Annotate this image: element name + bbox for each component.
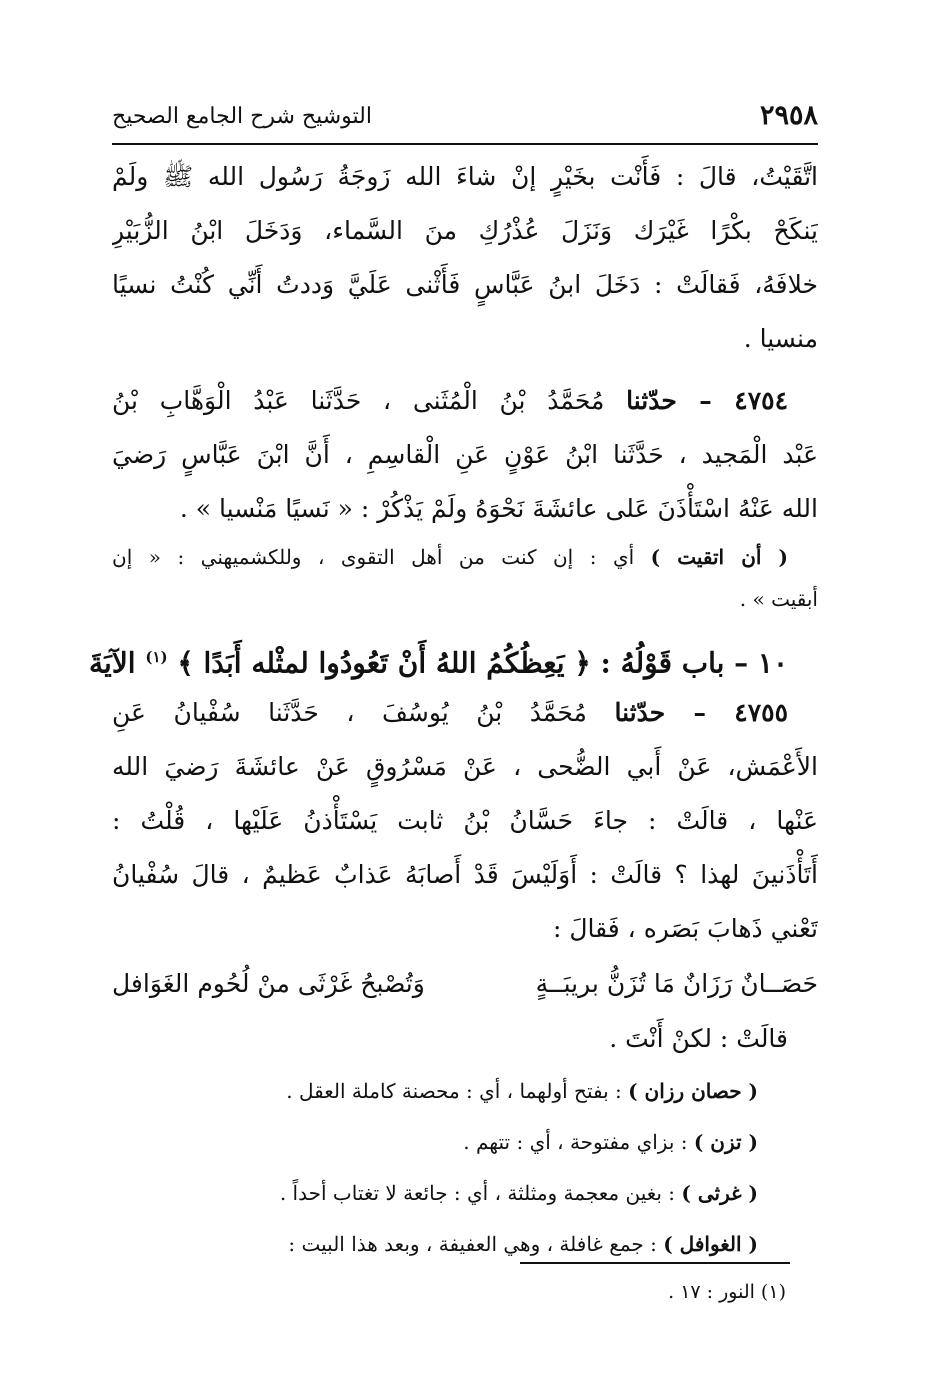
hadith-chain: مُحَمَّدُ بْنُ يُوسُفَ ، حَدَّثَنا سُفْيانُ عَنِ	[112, 698, 615, 727]
footnote: (١) النور : ١٧ .	[668, 1281, 786, 1303]
footnote-rule	[520, 1262, 790, 1264]
text-line: الله عَنْهُ اسْتَأْذَنَ عَلى عائشَةَ نَحْوَهُ ولَمْ يَذْكُرْ : « نَسيًا مَنْسيا » .	[179, 494, 818, 523]
explanation-item	[112, 1117, 818, 1168]
text-line: عَبْد الْمَجيد ، حَدَّثَنا ابْنُ عَوْنٍ عَنِ الْقاسِمِ ، أَنَّ ابْنَ عَبَّاسٍ رَضيَ	[112, 440, 818, 469]
poetry-verse	[112, 956, 818, 1012]
commentary-note-line: أبقيت » .	[739, 587, 818, 611]
explanation-term: ( غرثى )	[681, 1181, 758, 1205]
explanation-item	[112, 1066, 818, 1117]
page-header	[112, 96, 818, 140]
main-text	[89, 150, 818, 1270]
explanation-text: : بفتح أولهما ، أي : محصنة كاملة العقل .	[286, 1079, 629, 1103]
text-line: أَتَأْذَنينَ لهذا ؟ قالَتْ : أَوَلَيْسَ قَدْ أَصابَهُ عَذابٌ عَظيمٌ ، قالَ سُفْيانُ	[112, 860, 818, 889]
commentary-term: ( أن اتقيت )	[650, 545, 788, 569]
explanation-term: ( الغوافل )	[663, 1232, 758, 1256]
explanation-text: : جمع غافلة ، وهي العفيفة ، وبعد هذا البيت :	[288, 1232, 664, 1256]
header-rule	[112, 143, 818, 145]
footnote-ref: (١)	[145, 648, 168, 666]
text-line: خلافَهُ، فَقالَتْ : دَخَلَ ابنُ عَبَّاسٍ فَأَثْنى عَلَيَّ وَددتُ أَنِّي كُنْتُ نسيًا	[112, 270, 818, 299]
explanation-text: : بزاي مفتوحة ، أي : تتهم .	[463, 1130, 694, 1154]
hadith-number: ٤٧٥٥	[734, 698, 788, 727]
hadith-4755-opening	[112, 686, 818, 740]
hadith-lead: – حدّثنا	[626, 386, 735, 415]
chapter-suffix: الآيَةَ	[89, 646, 146, 680]
text-line: الأَعْمَش، عَنْ أَبي الضُّحى ، عَنْ مَسْرُوقٍ عَنْ عائشَةَ رَضيَ الله	[112, 752, 818, 781]
hadith-4754-opening	[112, 374, 818, 428]
text-line: عَنْها ، قالَتْ : جاءَ حَسَّانُ بْنُ ثابت يَسْتَأْذنُ عَلَيْها ، قُلْتُ :	[112, 806, 818, 835]
closing-line: قالَتْ : لكنْ أَنْتَ .	[609, 1024, 788, 1053]
verse-second-hemistich: وَتُصْبحُ غَرْثَى منْ لُحُوم الغَوَافل	[112, 969, 425, 998]
commentary-note	[112, 536, 818, 578]
hadith-lead: – حدّثنا	[614, 698, 735, 727]
page-number: ٢٩٥٨	[759, 100, 818, 131]
verse-first-hemistich: حَصَــانٌ رَزَانٌ مَا تُزَنُّ بريبَــةٍ	[535, 969, 818, 998]
explanation-term: ( حصان رزان )	[628, 1079, 758, 1103]
chapter-label: ١٠ – باب قَوْلُهُ : ﴿ يَعِظُكُمُ اللهُ أَنْ تَعُودُوا لمثْله أَبَدًا ﴾	[177, 646, 788, 680]
hadith-number: ٤٧٥٤	[734, 386, 788, 415]
text-line: منسيا .	[743, 324, 818, 353]
text-line: يَنكَحْ بكْرًا غَيْرَك وَنَزَلَ عُذْرُكِ منَ السَّماء، وَدَخَلَ ابْنُ الزُّبَيْرِ	[112, 216, 818, 245]
text-line: تَعْني ذَهابَ بَصَره ، فَقالَ :	[552, 914, 818, 943]
explanation-item	[112, 1168, 818, 1219]
commentary-text: أي : إن كنت من أهل التقوى ، وللكشميهني : « إن	[112, 545, 651, 569]
explanation-term: ( تزن )	[693, 1130, 758, 1154]
explanation-text: : بغين معجمة ومثلثة ، أي : جائعة لا تغتاب أحداً .	[279, 1181, 682, 1205]
chapter-heading	[89, 628, 818, 686]
hadith-chain: مُحَمَّدُ بْنُ الْمُثَنى ، حَدَّثَنا عَبْدُ الْوَهَّابِ بْنُ	[112, 386, 627, 415]
running-title: التوشيح شرح الجامع الصحيح	[112, 104, 372, 129]
text-line: اتَّقَيْتُ، قالَ : فَأَنْت بخَيْرٍ إنْ شاءَ الله زَوجَةُ رَسُول الله ﷺ ولَمْ	[112, 162, 818, 191]
